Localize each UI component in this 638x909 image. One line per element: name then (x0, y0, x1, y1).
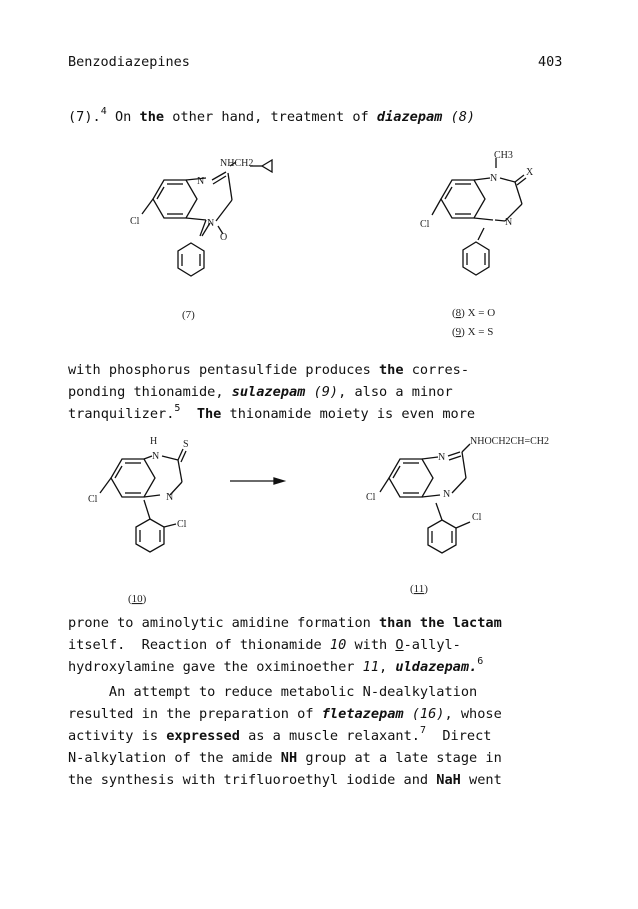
s7-n1-label: N (197, 176, 205, 187)
para3-line2: resulted in the preparation of fletazepam (16), whose (68, 706, 502, 722)
s8-cl-label: Cl (420, 219, 430, 230)
intro-line: (7).$^4$ On the other hand, treatment of diazepam (8) (68, 106, 476, 125)
s7-cl-label: Cl (130, 216, 140, 227)
running-header: Benzodiazepines (68, 54, 190, 70)
s11-cl2-label: Cl (472, 512, 482, 523)
s8-caption: (8) X = O (452, 307, 496, 319)
para1-line3: tranquilizer.$^5$ The thionamide moiety is even more (68, 403, 476, 422)
s10-n1-label: N (152, 451, 160, 462)
s10-h-label: H (150, 436, 158, 447)
s7-n4-label: N (207, 218, 215, 229)
s9-caption: (9) X = S (452, 326, 494, 338)
s10-s-label: S (183, 439, 189, 450)
structure-11 (380, 444, 470, 553)
s10-n4-label: N (166, 492, 174, 503)
para3-line5: the synthesis with trifluoroethyl iodide and NaH went (68, 772, 502, 788)
s8-methyl-label: CH3 (494, 150, 513, 161)
s11-caption: (11) (410, 583, 428, 595)
para1-line2: ponding thionamide, sulazepam (9), also a minor (68, 384, 453, 400)
para3-line1: An attempt to reduce metabolic N-dealkylation (68, 684, 478, 700)
para2-line1: prone to aminolytic amidine formation than the lactam (68, 615, 502, 631)
s11-n1-label: N (438, 452, 446, 463)
s10-cl-label: Cl (88, 494, 98, 505)
para2-line2: itself. Reaction of thionamide 10 with O-allyl- (68, 637, 461, 653)
para3-line4: N-alkylation of the amide NH group at a late stage in (68, 750, 502, 766)
reaction-arrow (230, 478, 284, 484)
s8-n4-label: N (505, 217, 513, 228)
s11-substituent-label: NHOCH2CH=CH2 (470, 436, 549, 447)
s7-oxide-label: O (220, 232, 228, 243)
s10-cl2-label: Cl (177, 519, 187, 530)
s7-caption: (7) (182, 309, 195, 321)
s7-substituent-label: NHCH2 (220, 158, 254, 169)
s8-x-label: X (526, 167, 534, 178)
s10-caption: (10) (128, 593, 147, 605)
s8-n1-label: N (490, 173, 498, 184)
para2-line3: hydroxylamine gave the oximinoether 11, uldazepam.$^6$ (68, 656, 484, 675)
s11-cl-label: Cl (366, 492, 376, 503)
para1-line1: with phosphorus pentasulfide produces the corres- (68, 362, 470, 378)
para3-line3: activity is expressed as a muscle relaxant.$^7$ Direct (68, 725, 492, 744)
s11-n4-label: N (443, 489, 451, 500)
page-number: 403 (538, 54, 563, 70)
